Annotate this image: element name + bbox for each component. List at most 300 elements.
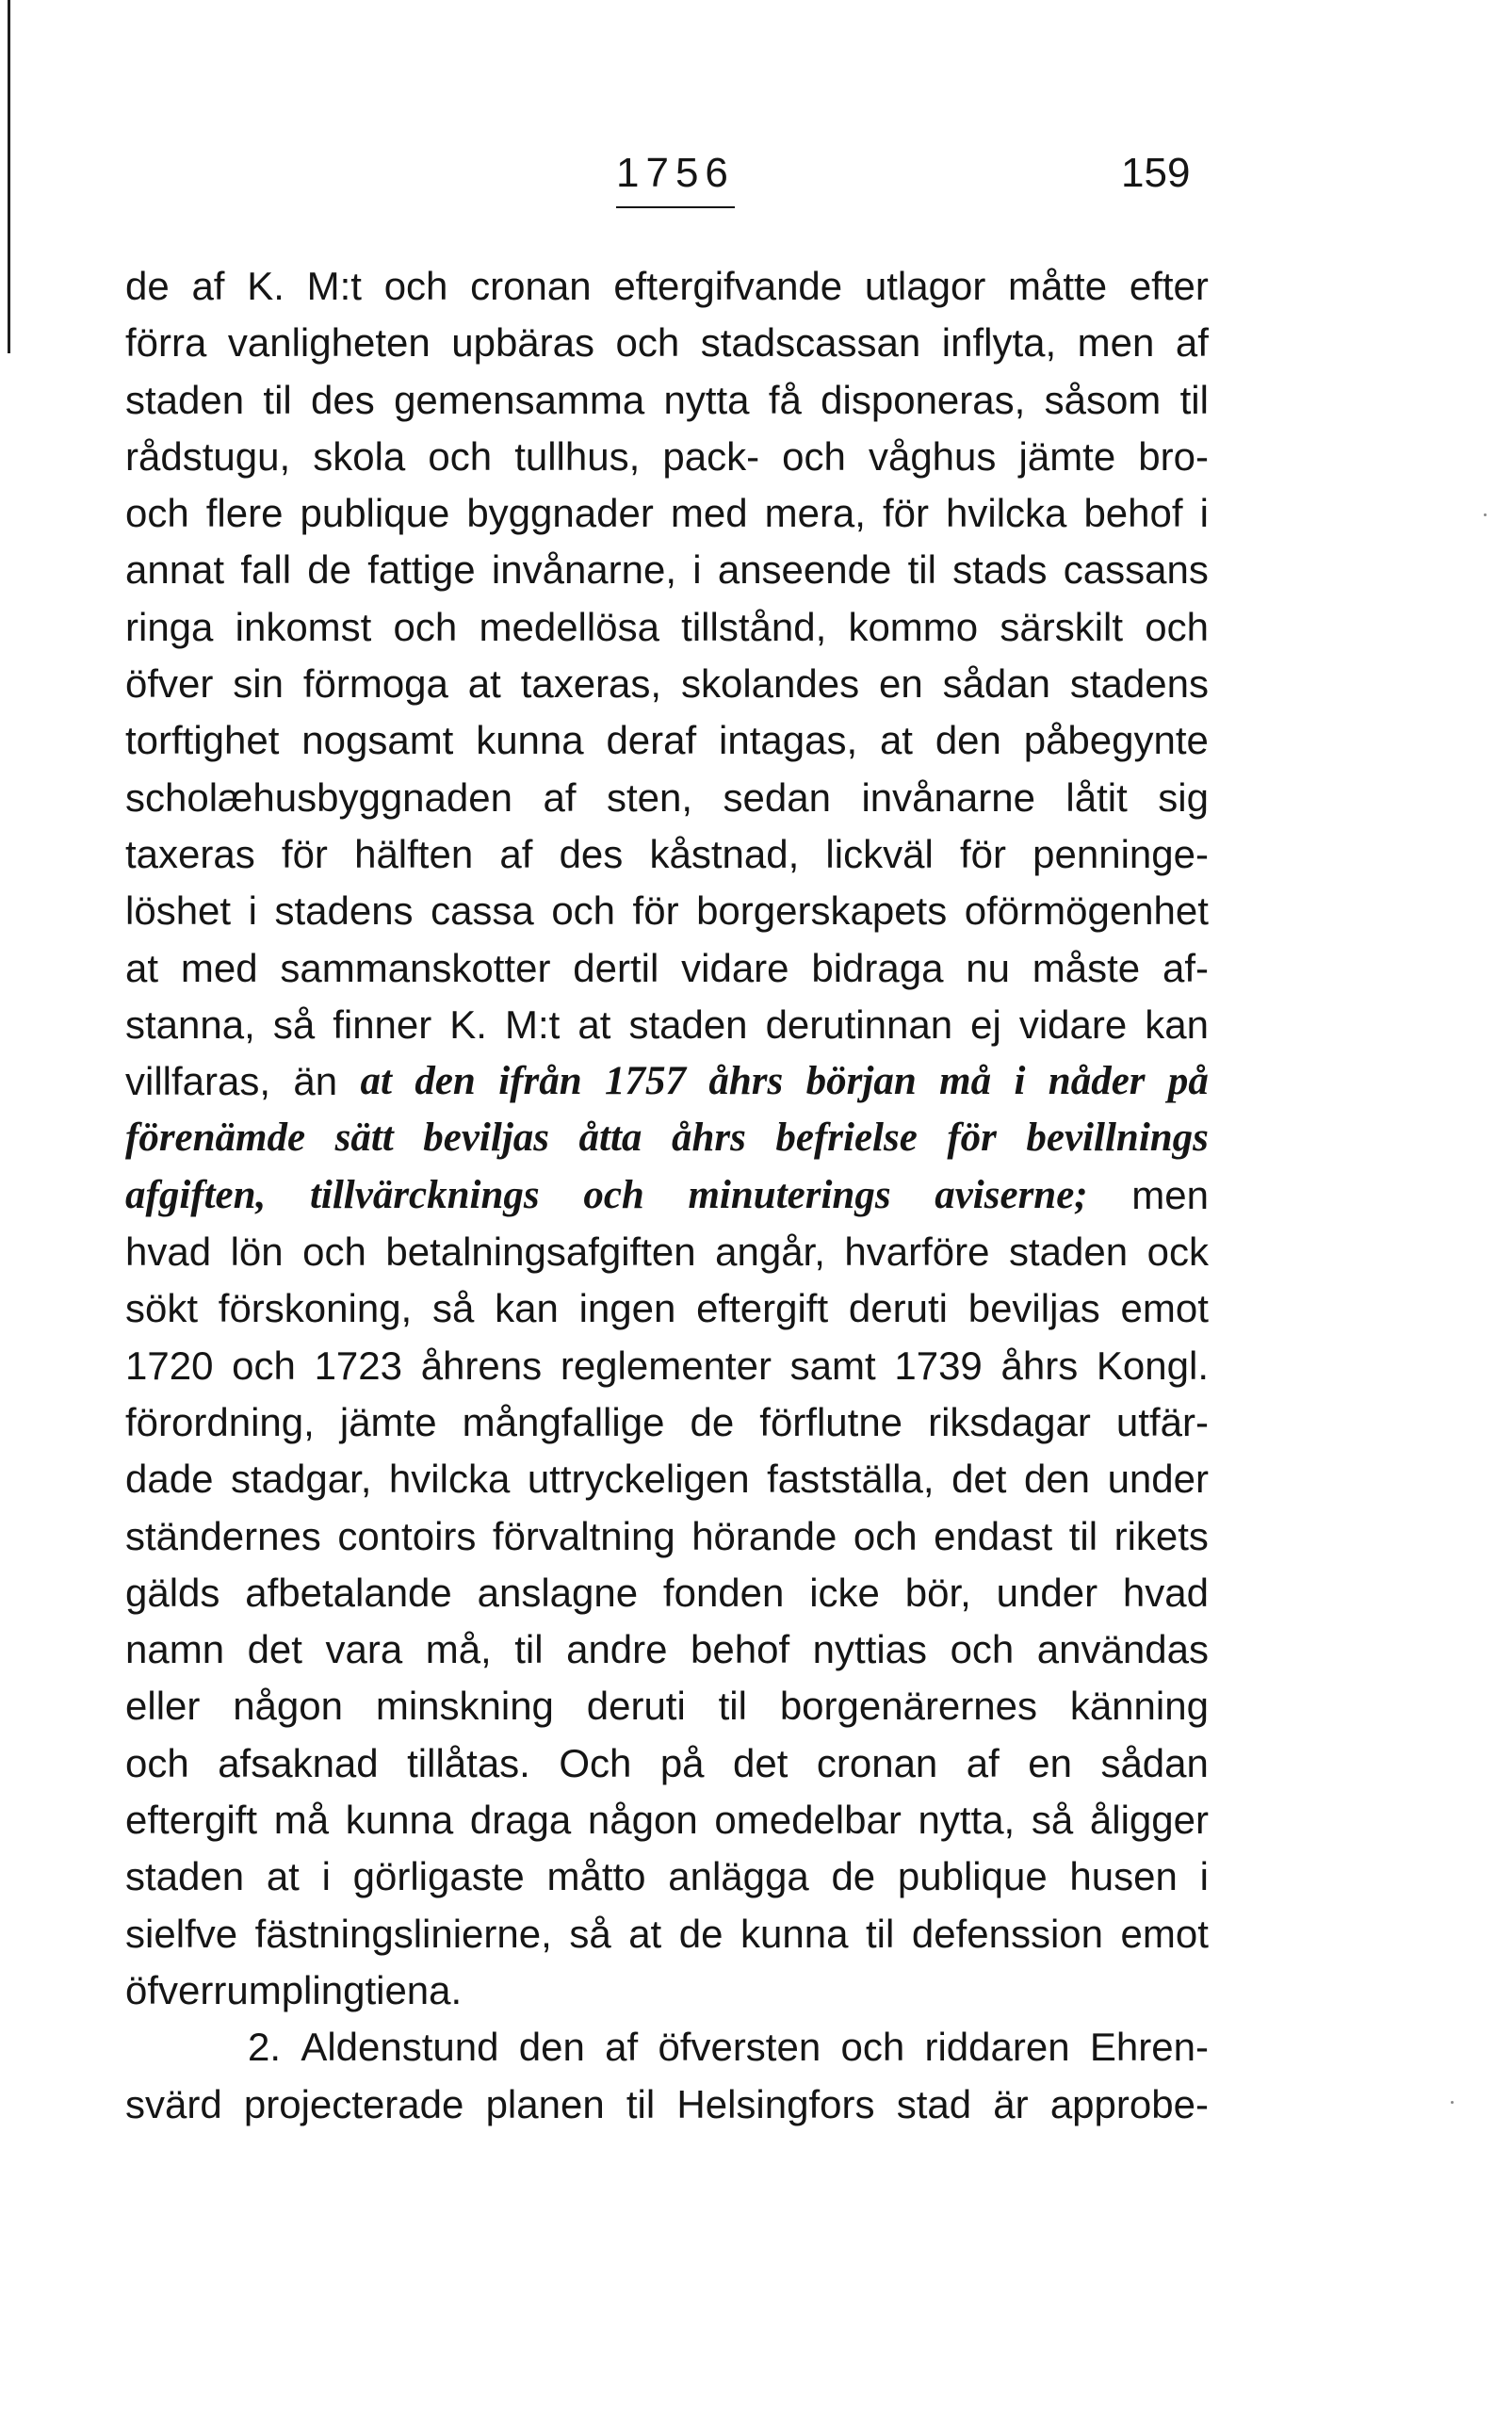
word: i <box>1199 491 1209 536</box>
text-line <box>125 1906 1209 1962</box>
word: beviljas <box>967 1286 1100 1331</box>
word: och <box>393 604 458 649</box>
word: emot <box>1120 1911 1209 1956</box>
word: vidare <box>681 945 789 990</box>
word: och <box>950 1627 1015 1672</box>
text-line <box>125 997 1209 1053</box>
word: i <box>692 547 702 593</box>
word: af <box>1175 320 1209 366</box>
word: at <box>577 1001 611 1047</box>
word: beviljas <box>423 1115 550 1161</box>
word: för <box>947 1115 997 1161</box>
word: förra <box>125 320 207 366</box>
word: til <box>514 1627 544 1672</box>
word: såsom <box>1044 377 1162 422</box>
word: behof <box>691 1627 790 1672</box>
word: riddaren <box>924 2025 1070 2070</box>
word: borgenärernes <box>779 1684 1037 1729</box>
word: des <box>559 831 624 876</box>
word: publique <box>300 491 450 536</box>
word: för <box>281 831 328 876</box>
word: för <box>632 888 679 934</box>
text-line <box>125 372 1209 429</box>
page-number: 159 <box>1121 150 1191 196</box>
word: staden <box>125 377 245 422</box>
word: tillvärcknings <box>309 1172 540 1217</box>
word: M:t <box>306 264 362 308</box>
word: nytta <box>663 377 750 422</box>
word: jämte <box>339 1399 437 1444</box>
text-line <box>125 1735 1209 1792</box>
word: förordning, <box>125 1399 315 1444</box>
word: men <box>1131 1172 1209 1217</box>
word: sig <box>1158 774 1209 820</box>
word: 2. <box>248 2025 282 2070</box>
word: staden <box>628 1001 748 1047</box>
word: nogsamt <box>301 718 454 763</box>
word: borgerskapets <box>696 888 948 934</box>
word: dertil <box>573 945 659 990</box>
word: til <box>907 547 936 593</box>
word: flere <box>205 491 284 536</box>
word: cassans <box>1063 547 1209 593</box>
word: defenssion <box>911 1911 1104 1956</box>
word: disponeras, <box>821 377 1026 422</box>
word: anlägga <box>668 1854 809 1899</box>
word: taxeras <box>125 831 255 876</box>
word: kunna <box>740 1911 849 1956</box>
word: taxeras, <box>520 661 662 707</box>
word: stadens <box>274 888 414 934</box>
word: åhrens <box>420 1343 543 1388</box>
word: och <box>840 2025 905 2070</box>
word: och <box>232 1343 296 1388</box>
word: uttryckeligen <box>527 1457 750 1502</box>
word: til <box>1179 377 1209 422</box>
word: af <box>966 1740 1000 1785</box>
word: husen <box>1069 1854 1178 1899</box>
text-line <box>125 1394 1209 1451</box>
word: Helsingfors <box>676 2081 875 2126</box>
word: ingen <box>578 1286 676 1331</box>
word: derutinnan <box>765 1001 953 1047</box>
word: vidare <box>1018 1001 1128 1047</box>
word: må <box>273 1798 330 1843</box>
word: hvarföre <box>844 1229 990 1275</box>
text-line <box>125 485 1209 542</box>
word: upbäras <box>451 320 595 366</box>
word: måtte <box>1008 264 1108 308</box>
text-line <box>125 1224 1209 1280</box>
word: åhrs <box>708 1059 784 1104</box>
word: cronan <box>816 1740 938 1785</box>
word: hvilcka <box>946 491 1067 536</box>
word: hvad <box>1122 1570 1209 1615</box>
word: och <box>583 1172 644 1217</box>
word: svärd <box>125 2081 222 2126</box>
word: nytta, <box>918 1798 1016 1843</box>
word: och <box>1145 604 1209 649</box>
word: staden <box>125 1854 245 1899</box>
text-line <box>125 1280 1209 1337</box>
word: tillstånd, <box>681 604 827 649</box>
text-line <box>125 940 1209 997</box>
text-line <box>125 599 1209 656</box>
word: måste <box>1032 945 1141 990</box>
text-line <box>125 1621 1209 1678</box>
word: och <box>551 888 616 934</box>
word: tullhus, <box>514 433 641 479</box>
word: emot <box>1120 1286 1209 1331</box>
word: åhrs <box>1000 1343 1079 1388</box>
word: stadscassan <box>700 320 921 366</box>
word: nyttias <box>812 1627 928 1672</box>
text-line <box>125 542 1209 598</box>
word: finner <box>333 1001 432 1047</box>
word: och <box>125 491 189 536</box>
word: nåder <box>1048 1059 1146 1104</box>
word: af- <box>1162 945 1209 990</box>
word: de <box>690 1399 735 1444</box>
word: stadgar, <box>230 1457 372 1502</box>
word: ock <box>1146 1229 1209 1275</box>
word: den <box>415 1059 476 1104</box>
word: utlagor <box>864 264 986 308</box>
word: åtta <box>578 1115 642 1161</box>
word: omedelbar <box>714 1798 902 1843</box>
word: det <box>951 1457 1007 1502</box>
word: låtit <box>1065 774 1128 820</box>
word: K. <box>449 1001 487 1047</box>
word: contoirs <box>337 1513 477 1558</box>
word: icke <box>809 1570 880 1615</box>
word: det <box>733 1740 789 1785</box>
word: afgiften, <box>125 1172 267 1217</box>
word: och <box>125 1740 189 1785</box>
word: samt <box>789 1343 876 1388</box>
text-line <box>125 770 1209 826</box>
word: med <box>180 945 258 990</box>
word: den <box>935 718 1001 763</box>
text-line <box>125 712 1209 769</box>
word: och <box>302 1229 366 1275</box>
word: få <box>768 377 802 422</box>
word: öfver <box>125 661 214 707</box>
word: görligaste <box>352 1854 525 1899</box>
word: den <box>518 2025 585 2070</box>
word: under <box>1107 1457 1209 1502</box>
word: byggnader <box>466 491 654 536</box>
word: sådan <box>1100 1740 1209 1785</box>
word: åhrs <box>671 1115 746 1161</box>
word: i <box>248 888 257 934</box>
word: öfversten <box>658 2025 821 2070</box>
word: särskilt <box>1000 604 1124 649</box>
word: af <box>191 264 225 308</box>
text-line <box>125 1167 1209 1224</box>
word: fattige <box>367 547 476 593</box>
word: at <box>266 1854 300 1899</box>
word: publique <box>897 1854 1048 1899</box>
word: pack- <box>662 433 760 479</box>
word: vara <box>325 1627 403 1672</box>
word: 1739 <box>894 1343 983 1388</box>
word: bidraga <box>811 945 944 990</box>
word: under <box>996 1570 1098 1615</box>
word: men <box>1077 320 1155 366</box>
text-line <box>125 1508 1209 1565</box>
word: kåstnad, <box>649 831 800 876</box>
word: är <box>993 2081 1029 2126</box>
word: mera, <box>764 491 866 536</box>
word: det <box>247 1627 302 1672</box>
word: afbetalande <box>245 1570 452 1615</box>
word: den <box>1023 1457 1091 1502</box>
word: de <box>831 1854 876 1899</box>
word: i <box>1199 1854 1209 1899</box>
word: scholæhusbyggnaden <box>125 774 512 820</box>
word: penninge- <box>1032 831 1209 876</box>
word: öfverrumpling <box>125 1967 366 2012</box>
word: våghus <box>868 433 997 479</box>
word: fastställa, <box>767 1457 935 1502</box>
word: 1720 <box>125 1343 214 1388</box>
word: endast <box>934 1513 1053 1558</box>
text-line <box>125 1678 1209 1734</box>
word: hörande <box>691 1513 837 1558</box>
word: behof <box>1083 491 1183 536</box>
word: annat <box>125 547 225 593</box>
word: de <box>307 547 351 593</box>
text-line <box>125 826 1209 883</box>
word: kan <box>495 1286 559 1331</box>
text-line <box>125 1848 1209 1905</box>
word: til <box>718 1684 747 1729</box>
word: skola <box>313 433 406 479</box>
word: betalningsafgiften <box>385 1229 696 1275</box>
scan-speck <box>1451 2101 1454 2104</box>
word: deruti <box>586 1684 686 1729</box>
word: sammanskotter <box>280 945 551 990</box>
word: någon <box>233 1684 343 1729</box>
word: bör, <box>904 1570 971 1615</box>
word: andre <box>566 1627 668 1672</box>
word: utfär- <box>1115 1399 1209 1444</box>
text-line <box>125 1792 1209 1848</box>
word: stad <box>896 2081 972 2126</box>
word: at <box>879 718 913 763</box>
word: de <box>678 1911 723 1956</box>
word: kunna <box>476 718 584 763</box>
text-line <box>125 2019 1209 2076</box>
page-header <box>0 146 1512 212</box>
word: stanna, <box>125 1001 255 1047</box>
word: kunna <box>345 1798 454 1843</box>
word: må <box>939 1059 992 1104</box>
word: K. <box>247 264 285 308</box>
body-text <box>125 258 1209 2133</box>
word: förflutne <box>759 1399 903 1444</box>
word: sielfve <box>125 1911 238 1956</box>
word: så <box>569 1911 611 1956</box>
word: sin <box>233 661 284 707</box>
word: Kongl. <box>1096 1343 1209 1388</box>
text-line <box>125 1451 1209 1507</box>
word: känning <box>1069 1684 1209 1729</box>
text-line <box>125 2076 1209 2133</box>
text-line <box>125 1962 1209 2019</box>
word: än <box>293 1059 338 1104</box>
word: sätt <box>334 1115 394 1161</box>
word: Och <box>559 1740 632 1785</box>
word: förenämde <box>125 1115 306 1161</box>
word: torftighet <box>125 718 280 763</box>
word: tillåtas. <box>407 1740 530 1785</box>
word: cronan <box>470 264 592 308</box>
word: minuterings <box>688 1172 891 1217</box>
word: sökt <box>125 1286 199 1331</box>
word: draga <box>469 1798 572 1843</box>
word: approbe- <box>1049 2081 1209 2126</box>
word: staden <box>1008 1229 1129 1275</box>
word: sådan <box>942 661 1050 707</box>
word: riksdagar <box>928 1399 1091 1444</box>
word: på <box>659 1740 705 1785</box>
word: löshet <box>125 888 232 934</box>
word: fästningslinierne, <box>254 1911 552 1956</box>
word: eftergift <box>696 1286 829 1331</box>
word: inflyta, <box>941 320 1057 366</box>
word: hvad <box>125 1229 212 1275</box>
word: ringa <box>125 604 214 649</box>
word: afsaknad <box>218 1740 379 1785</box>
word: jämte <box>1018 433 1116 479</box>
word: på <box>1167 1059 1209 1104</box>
word: reglementer <box>560 1343 772 1388</box>
text-line <box>125 315 1209 371</box>
word: förmoga <box>302 661 448 707</box>
word: i <box>321 1854 331 1899</box>
word: en <box>1028 1740 1072 1785</box>
word: befrielse <box>775 1115 918 1161</box>
word: invånarne <box>861 774 1035 820</box>
word: stads <box>952 547 1048 593</box>
word: och <box>383 264 448 308</box>
word: tiena. <box>365 1967 463 2012</box>
word: nu <box>966 945 1010 990</box>
word: inkomst <box>235 604 372 649</box>
word: 1757 <box>605 1059 687 1104</box>
word: fonden <box>662 1570 785 1615</box>
word: dade <box>125 1457 214 1502</box>
word: början <box>805 1059 917 1104</box>
word: bevillnings <box>1026 1115 1209 1161</box>
word: ifrån <box>498 1059 582 1104</box>
word: och <box>782 433 846 479</box>
word: cassa <box>431 888 534 934</box>
word: och <box>615 320 680 366</box>
word: deruti <box>848 1286 948 1331</box>
word: förskoning, <box>218 1286 413 1331</box>
word: måtto <box>546 1854 646 1899</box>
word: i <box>1014 1059 1026 1104</box>
word: Ehren- <box>1089 2025 1209 2070</box>
word: förvaltning <box>492 1513 675 1558</box>
word: medellösa <box>479 604 659 649</box>
word: anseende <box>717 547 892 593</box>
word: mångfallige <box>462 1399 665 1444</box>
word: deraf <box>606 718 697 763</box>
word: eftergifvande <box>613 264 843 308</box>
word: sedan <box>723 774 831 820</box>
text-line <box>125 1338 1209 1394</box>
word: at <box>125 945 159 990</box>
word: projecterade <box>243 2081 464 2126</box>
word: villfaras, <box>125 1059 271 1104</box>
word: sten, <box>606 774 693 820</box>
word: kan <box>1145 1001 1209 1047</box>
word: någon <box>587 1798 698 1843</box>
word: påbegynte <box>1023 718 1209 763</box>
word: namn <box>125 1627 225 1672</box>
scan-speck <box>1484 513 1487 516</box>
word: minskning <box>375 1684 554 1729</box>
word: angår, <box>715 1229 825 1275</box>
word: gemensamma <box>394 377 645 422</box>
word: och <box>853 1513 918 1558</box>
word: af <box>499 831 533 876</box>
word: invånarne, <box>491 547 677 593</box>
word: eller <box>125 1684 201 1729</box>
word: af <box>605 2025 639 2070</box>
running-head-year: 1756 <box>616 146 735 208</box>
word: fall <box>240 547 292 593</box>
word: at <box>628 1911 662 1956</box>
word: de <box>125 264 170 308</box>
word: M:t <box>505 1001 561 1047</box>
word: eftergift <box>125 1798 258 1843</box>
word: användas <box>1036 1627 1209 1672</box>
text-line <box>125 656 1209 712</box>
word: af <box>543 774 577 820</box>
word: kommo <box>848 604 979 649</box>
word: aviserne; <box>935 1172 1088 1217</box>
word: med <box>670 491 748 536</box>
word: stadens <box>1069 661 1209 707</box>
word: hälften <box>354 831 474 876</box>
word: des <box>311 377 375 422</box>
word: til <box>865 1911 895 1956</box>
text-line <box>125 258 1209 315</box>
word: skolandes <box>680 661 860 707</box>
text-line <box>125 429 1209 485</box>
word: bro- <box>1138 433 1209 479</box>
word: at <box>467 661 501 707</box>
word: ej <box>970 1001 1001 1047</box>
text-line <box>125 883 1209 939</box>
word: Aldenstund <box>301 2025 499 2070</box>
word: hvilcka <box>388 1457 511 1502</box>
word: rikets <box>1114 1513 1209 1558</box>
word: efter <box>1129 264 1209 308</box>
word: til <box>263 377 292 422</box>
word: så <box>272 1001 316 1047</box>
word: vanligheten <box>227 320 431 366</box>
word: 1723 <box>314 1343 402 1388</box>
word: til <box>1068 1513 1098 1558</box>
word: planen <box>485 2081 605 2126</box>
word: en <box>878 661 923 707</box>
